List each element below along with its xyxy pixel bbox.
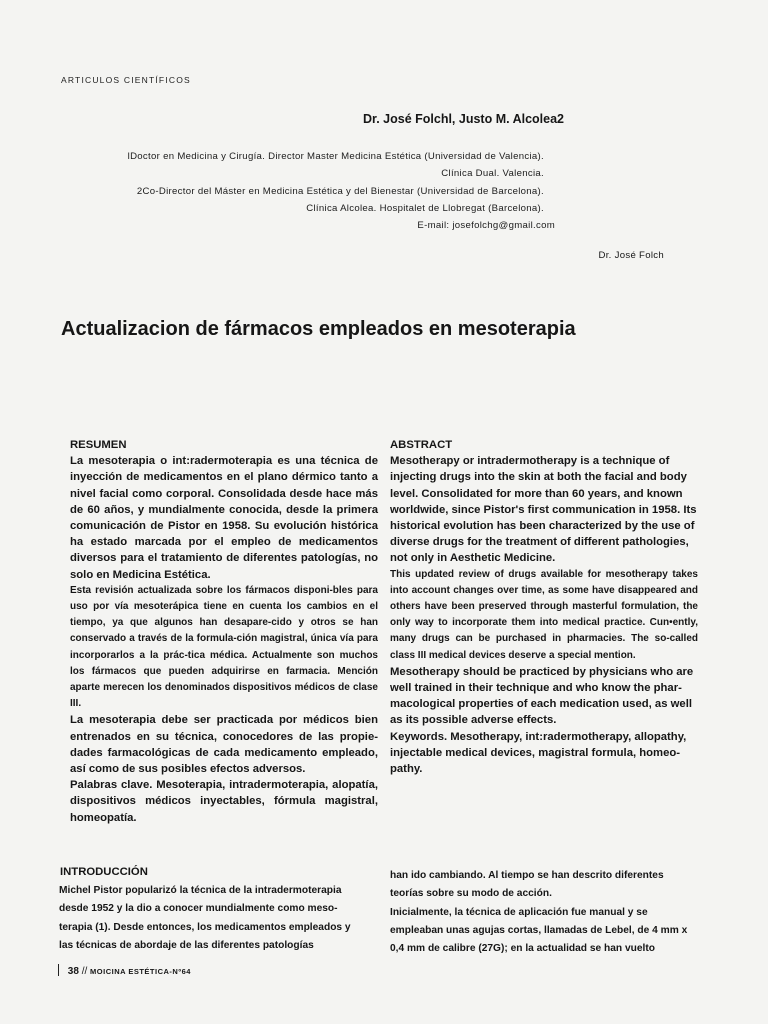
affiliation-line: Clínica Alcolea. Hospitalet de Llobregat (Barcelona). bbox=[306, 202, 544, 214]
affiliation-email: E-mail: josefolchg@gmail.com bbox=[417, 220, 555, 232]
intro-line: empleaban unas agujas cortas, llamadas de Lebel, de 4 mm x bbox=[390, 924, 688, 936]
abstract-keywords: Keywords. Mesotherapy, int:radermotherapy, allopathy, injectable medical devices, magistral formula, homeo-pathy. bbox=[390, 730, 687, 776]
section-label: ARTICULOS CIENTÍFICOS bbox=[61, 75, 191, 85]
intro-line: teorías sobre su modo de acción. bbox=[390, 888, 552, 900]
intro-line: han ido cambiando. Al tiempo se han descrito diferentes bbox=[390, 870, 664, 881]
intro-heading: INTRODUCCIÓN bbox=[60, 866, 148, 878]
journal-name: MOICINA ESTÉTICA-Nº64 bbox=[90, 967, 191, 976]
footer-divider bbox=[58, 964, 59, 976]
intro-line: Michel Pistor popularizó la técnica de la intradermoterapia bbox=[59, 885, 342, 896]
article-title: Actualizacion de fármacos empleados en mesoterapia bbox=[61, 318, 576, 340]
footer-separator: // bbox=[81, 966, 88, 977]
intro-line: 0,4 mm de calibre (27G); en la actualidad se han vuelto bbox=[390, 943, 655, 955]
authors: Dr. José Folchl, Justo M. Alcolea2 bbox=[363, 112, 564, 126]
resumen-keywords: Palabras clave. Mesoterapia, intradermoterapia, alopatía, dispositivos médicos inyectables, fórmula magistral, homeopatía. bbox=[70, 779, 378, 824]
abstract-column bbox=[390, 437, 698, 777]
abstract-paragraph: Mesotherapy should be practiced by physicians who are well trained in their technique and who know the phar-macological properties of each medication used, as well as its possible adverse effects. bbox=[390, 665, 694, 727]
page-number: 38 bbox=[67, 966, 79, 977]
resumen-paragraph: La mesoterapia o int:radermoterapia es una técnica de inyección de medicamentos en el plano dérmico tanto a nivel facial como corporal. Consolidada desde hace más de 60 años, y mundialmente conocida, desde la primera comunicación de Pistor en 1958. Su evolución histórica ha estado marcada por el empleo de medicamentos diversos para el tratamiento de diferentes patologías, no solo en Medicina Estética. bbox=[70, 455, 378, 581]
intro-right-column bbox=[390, 867, 687, 958]
intro-line: terapia (1). Desde entonces, los medicamentos empleados y bbox=[59, 921, 351, 933]
abstract-paragraph: Mesotherapy or intradermotherapy is a technique of injecting drugs into the skin at both the facial and body level. Consolidated for more than 60 years, and known worldwide, since Pistor's first communication in 1958. Its historical evolution has been characterized by the use of diverse drugs for the treatment of different pathologies, not only in Aesthetic Medicine. bbox=[390, 455, 697, 565]
affiliation-line: lDoctor en Medicina y Cirugía. Director Master Medicina Estética (Universidad de Valencia). bbox=[127, 151, 544, 162]
affiliation-line: Clínica Dual. Valencia. bbox=[441, 168, 544, 180]
resumen-paragraph: Esta revisión actualizada sobre los fármacos disponi-bles para uso por vía mesoterápica tiene en cuenta los cambios en el tiempo, ya que algunos han desapare-cido y otros se han conservado a través de la formula-ción magistral, única vía para incorporarlos a la prác-tica médica. Actualmente son muchos los fármacos que pueden adquirirse en farmacia. Mención aparte merecen los denominados dispositivos médicos de clase III. bbox=[70, 584, 378, 710]
abstract-heading: ABSTRACT bbox=[390, 439, 453, 451]
photo-caption: Dr. José Folch bbox=[598, 250, 664, 261]
resumen-heading: RESUMEN bbox=[70, 439, 127, 451]
intro-left-column bbox=[59, 882, 351, 955]
intro-line: las técnicas de abordaje de las diferentes patologías bbox=[59, 939, 314, 951]
resumen-column bbox=[70, 437, 378, 826]
intro-line: desde 1952 y la dio a conocer mundialmente como meso- bbox=[59, 903, 338, 915]
affiliations bbox=[0, 148, 555, 234]
intro-line: Inicialmente, la técnica de aplicación fue manual y se bbox=[390, 906, 648, 918]
resumen-paragraph: La mesoterapia debe ser practicada por médicos bien entrenados en su técnica, conocedores de las propie-dades farmacológicas de cada medicamento empleado, así como de sus posibles efectos adversos. bbox=[70, 714, 378, 776]
page-footer bbox=[58, 964, 191, 977]
affiliation-line: 2Co-Director del Máster en Medicina Estética y del Bienestar (Universidad de Barcelona). bbox=[136, 185, 544, 197]
abstract-paragraph: This updated review of drugs available for mesotherapy takes into account changes over time, as some have disappeared and others have been preserved through masterful formulation, the only way to incorporate them into medical practice. Cun•ently, many drugs can be purchased in pharmacies. The so-called class III medical devices deserve a special mention. bbox=[390, 568, 698, 661]
